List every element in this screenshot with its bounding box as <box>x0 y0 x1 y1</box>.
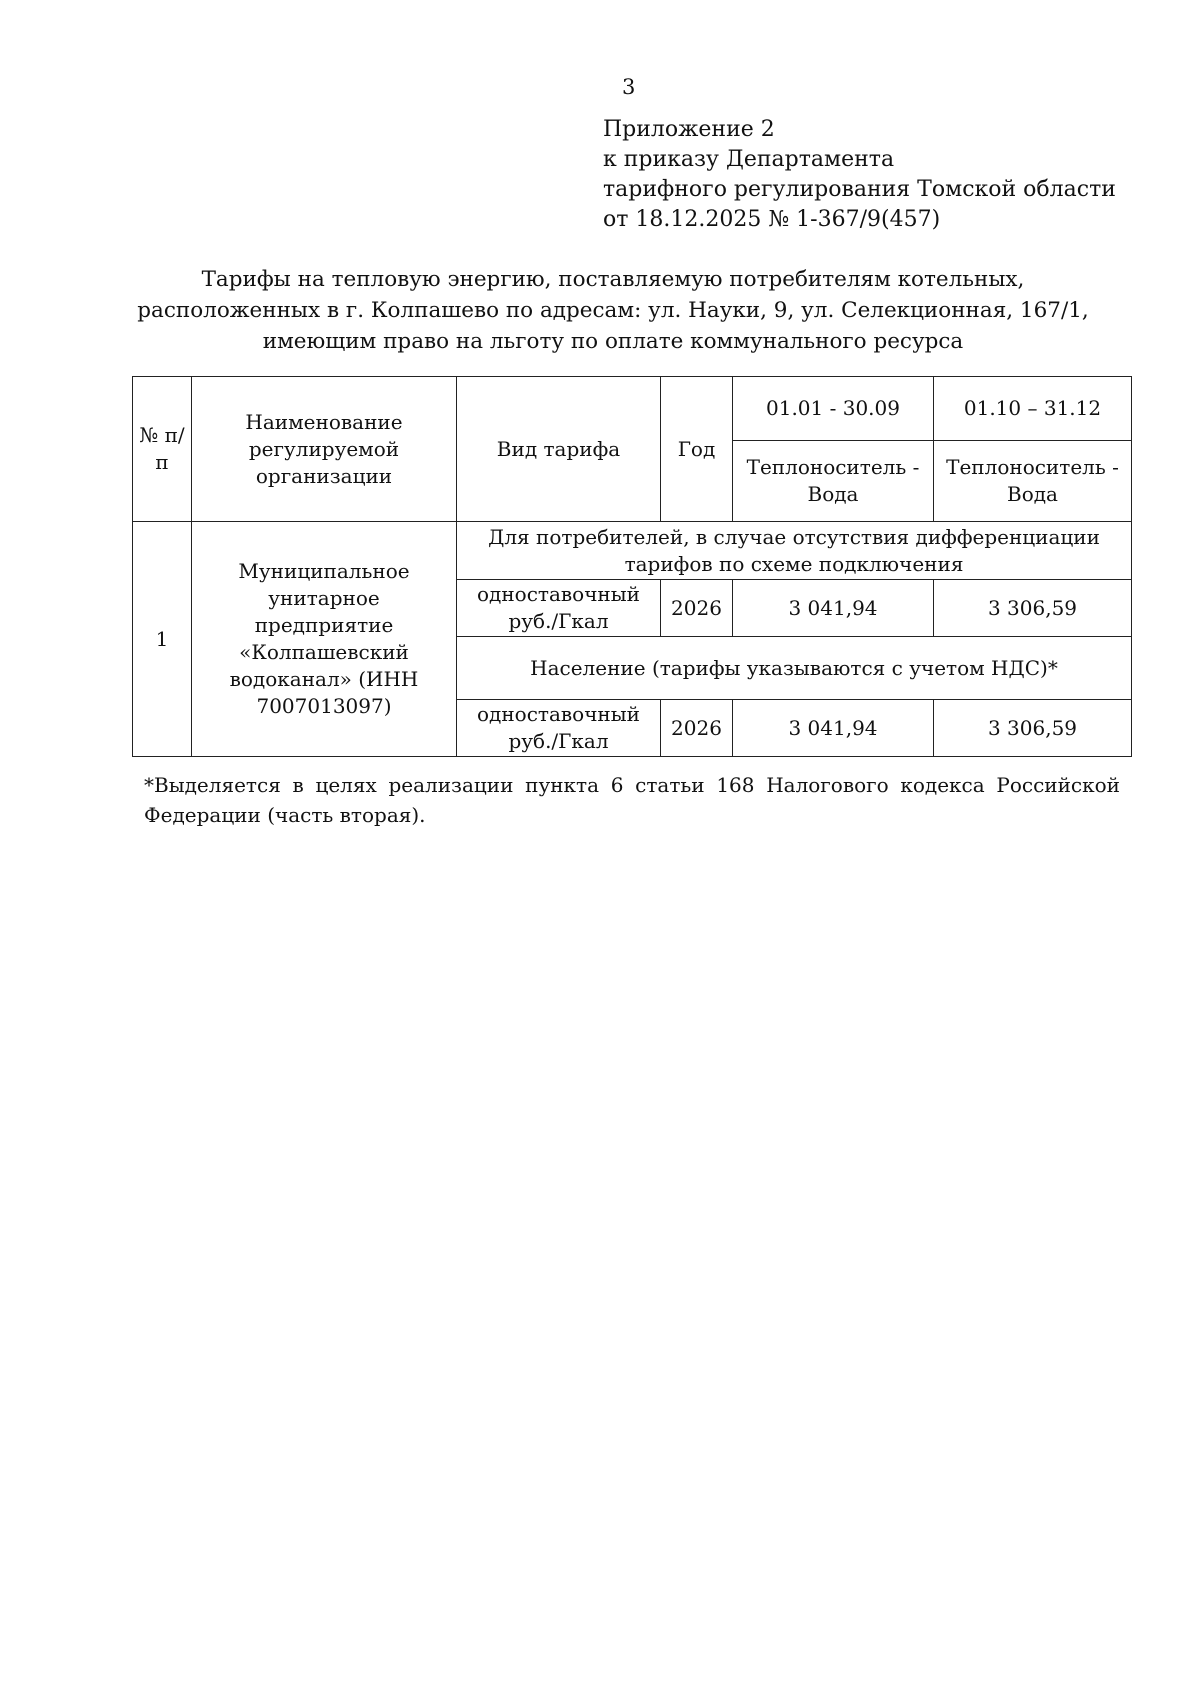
header-period-2: 01.10 – 31.12 <box>934 377 1132 441</box>
page-number: 3 <box>622 75 636 99</box>
year-cell: 2026 <box>661 580 733 637</box>
tariff-value-period-2: 3 306,59 <box>934 580 1132 637</box>
header-carrier-2: Теплоноситель - Вода <box>934 441 1132 522</box>
title-line-3: имеющим право на льготу по оплате коммунального ресурса <box>262 329 964 354</box>
header-num: № п/п <box>133 377 192 522</box>
appendix-line-1: Приложение 2 <box>603 117 775 142</box>
tariff-type-cell: одноставочный руб./Гкал <box>457 700 661 757</box>
row-number: 1 <box>133 522 192 757</box>
appendix-line-2: к приказу Департамента <box>603 147 895 172</box>
header-tariff-type: Вид тарифа <box>457 377 661 522</box>
header-organization: Наименование регулируемой организации <box>192 377 457 522</box>
section-label: Для потребителей, в случае отсутствия дифференциации тарифов по схеме подключения <box>457 522 1132 580</box>
appendix-line-4: от 18.12.2025 № 1-367/9(457) <box>603 207 941 232</box>
tariff-value-period-1: 3 041,94 <box>733 580 934 637</box>
appendix-line-3: тарифного регулирования Томской области <box>603 177 1116 202</box>
year-cell: 2026 <box>661 700 733 757</box>
header-period-1: 01.01 - 30.09 <box>733 377 934 441</box>
header-carrier-1: Теплоноситель - Вода <box>733 441 934 522</box>
footnote: *Выделяется в целях реализации пункта 6 статьи 168 Налогового кодекса Российской Федерации (часть вторая). <box>144 773 1120 827</box>
document-title <box>130 264 1096 357</box>
tariff-value-period-2: 3 306,59 <box>934 700 1132 757</box>
organization-name: Муниципальное унитарное предприятие «Колпашевский водоканал» (ИНН 7007013097) <box>192 522 457 757</box>
title-line-2: расположенных в г. Колпашево по адресам: ул. Науки, 9, ул. Селекционная, 167/1, <box>137 298 1089 323</box>
appendix-block <box>603 115 1116 235</box>
tariff-type-cell: одноставочный руб./Гкал <box>457 580 661 637</box>
tariff-table <box>132 376 1132 757</box>
tariff-value-period-1: 3 041,94 <box>733 700 934 757</box>
title-line-1: Тарифы на тепловую энергию, поставляемую потребителям котельных, <box>201 267 1025 292</box>
header-year: Год <box>661 377 733 522</box>
section-label: Население (тарифы указываются с учетом НДС)* <box>457 637 1132 700</box>
